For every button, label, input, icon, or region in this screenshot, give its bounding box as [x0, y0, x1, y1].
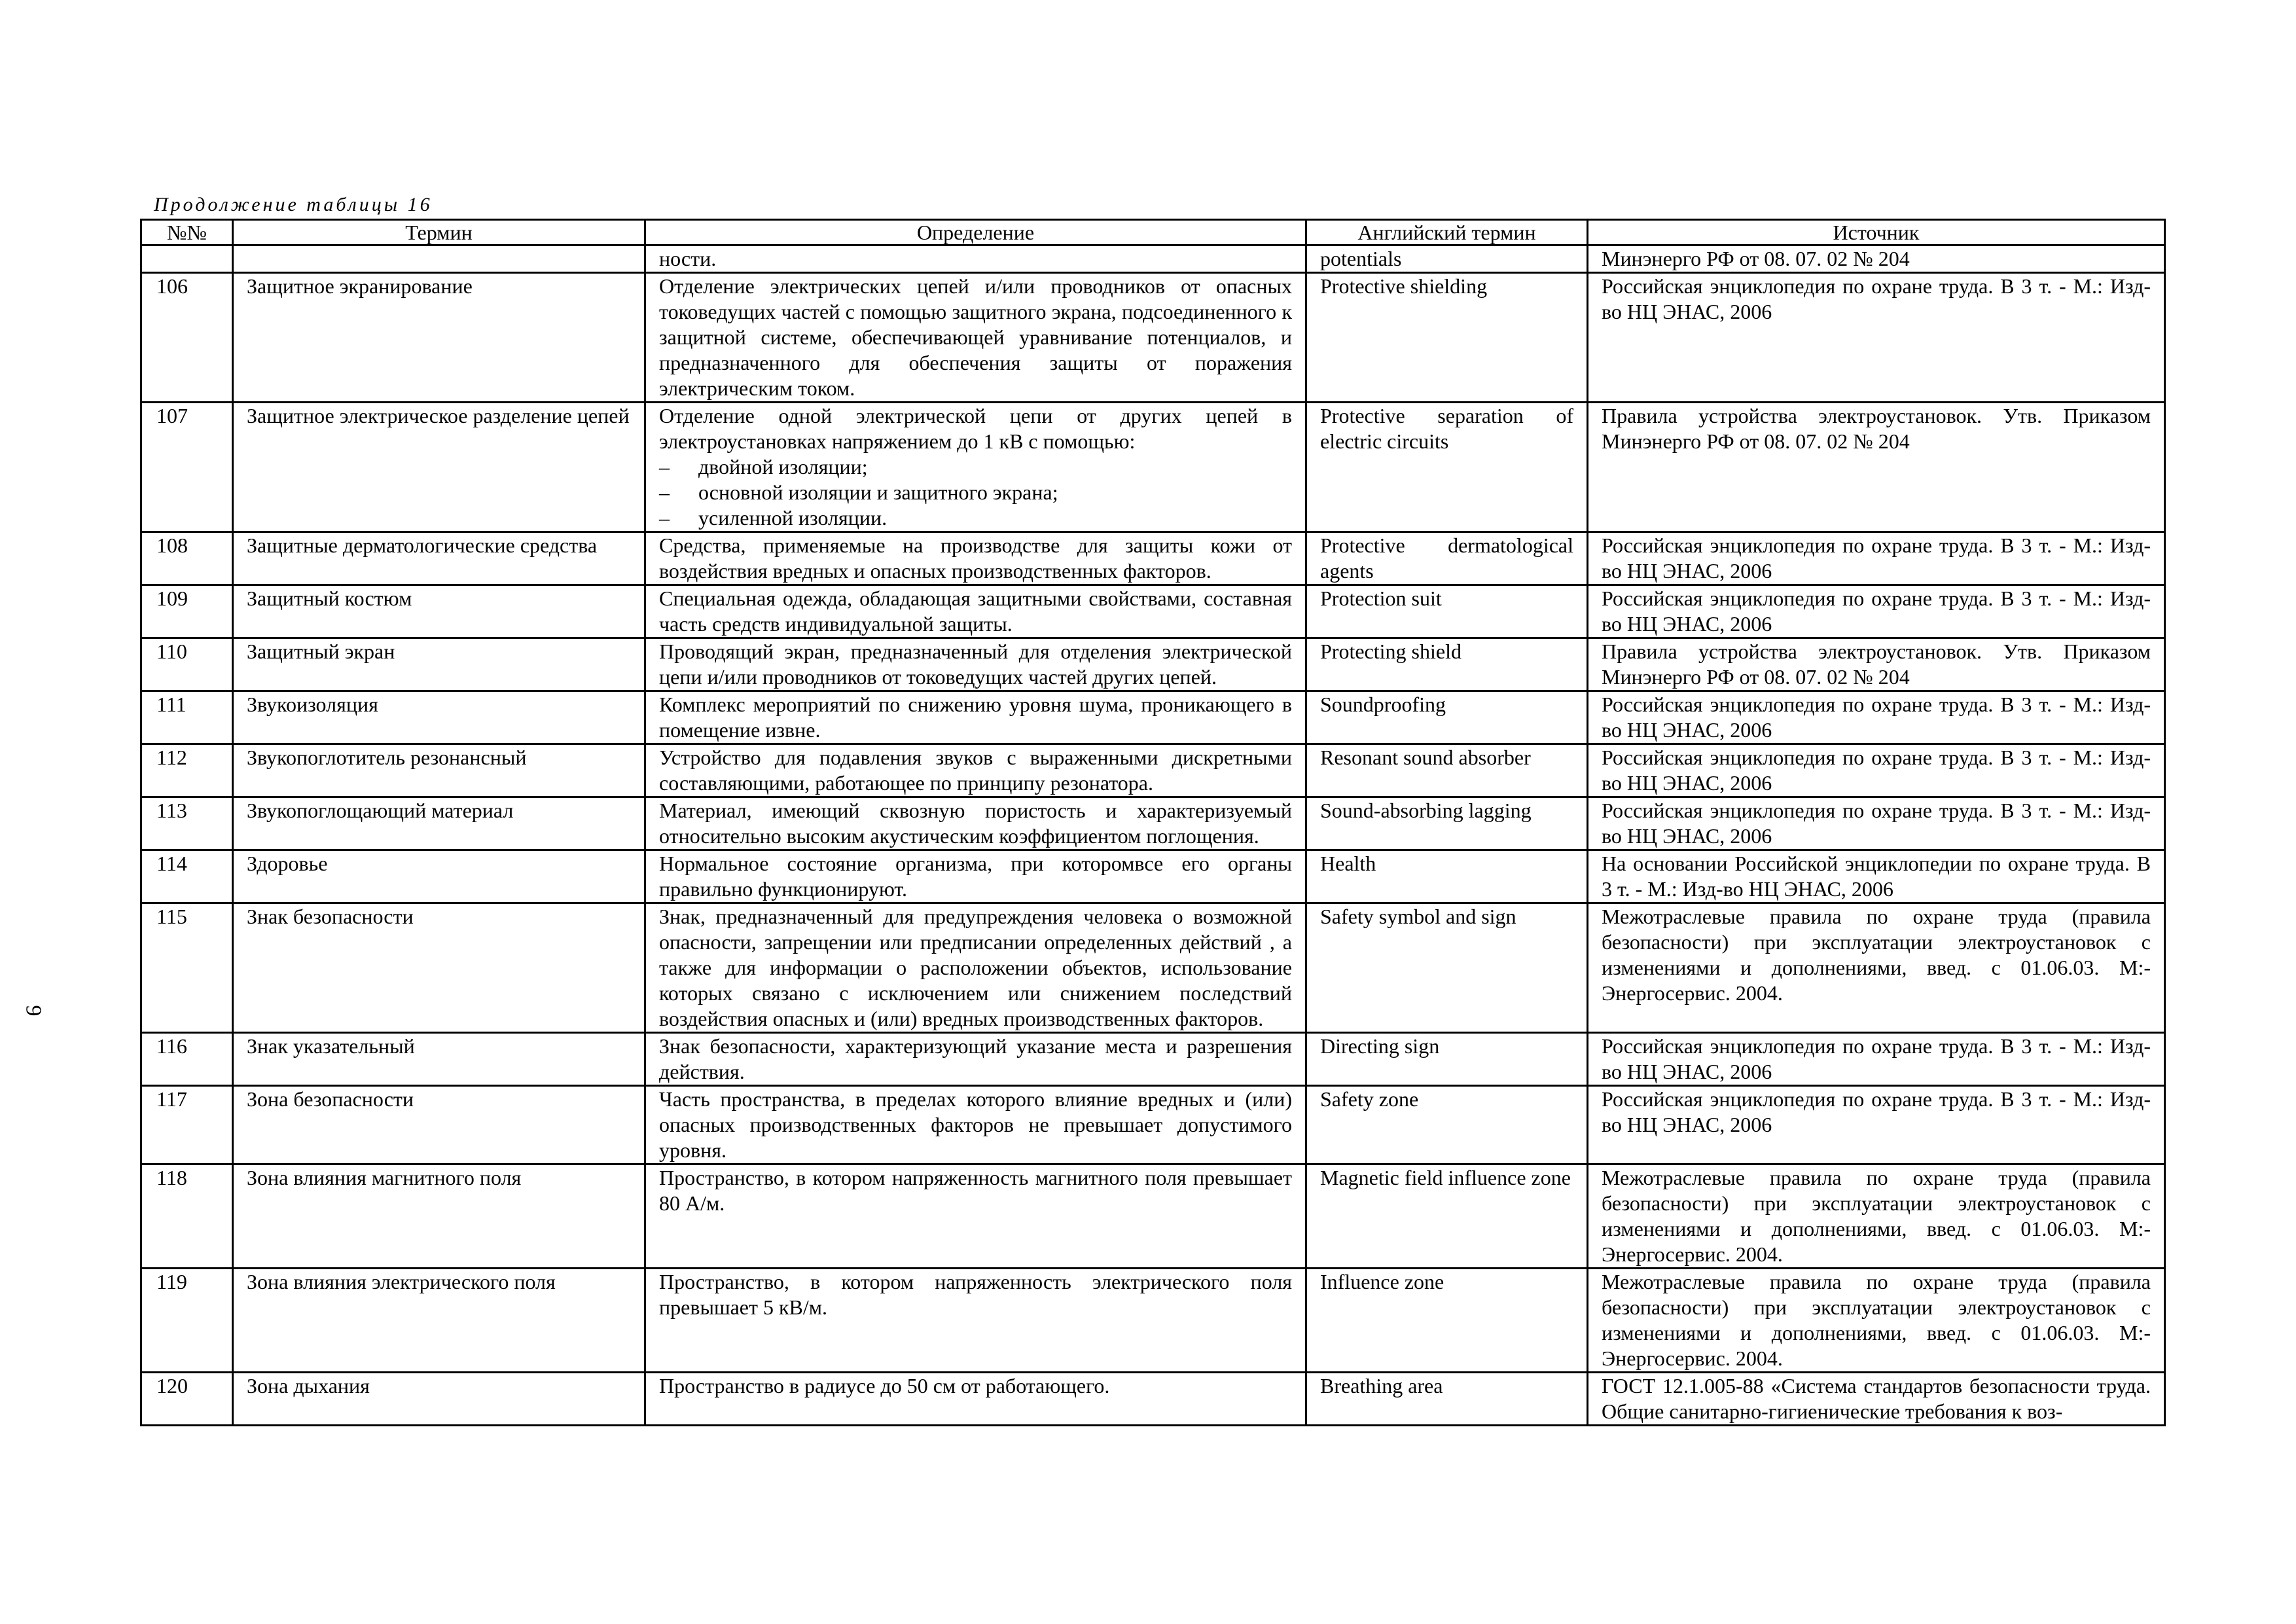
cell-source-text: Правила устройства электроустановок. Утв. Приказом Минэнерго РФ от 08. 07. 02 № 204	[1602, 404, 2151, 453]
cell-english-term	[1306, 585, 1588, 638]
cell-number-text: 107	[156, 404, 188, 427]
table-row	[141, 691, 2165, 744]
cell-number-text: 110	[156, 640, 187, 663]
cell-english-term-text: Protection suit	[1320, 586, 1442, 610]
cell-term-text: Звукоизоляция	[247, 693, 378, 716]
cell-term-text: Звукопоглощающий материал	[247, 799, 514, 822]
cell-number	[141, 1373, 233, 1426]
cell-number	[141, 585, 233, 638]
cell-number-text: 120	[156, 1374, 188, 1398]
header-number: №№	[141, 220, 233, 245]
cell-number-text: 119	[156, 1270, 187, 1293]
cell-english-term	[1306, 1033, 1588, 1086]
cell-term-text: Защитный экран	[247, 640, 395, 663]
cell-english-term-text: Safety symbol and sign	[1320, 905, 1516, 928]
cell-definition-text: Материал, имеющий сквозную пористость и характеризуемый относительно высоким акустическим коэффициентом поглощения.	[659, 799, 1292, 848]
cell-number-text: 115	[156, 905, 187, 928]
cell-number-text: 109	[156, 586, 188, 610]
page-number: 9	[21, 1005, 46, 1017]
cell-definition-text: Знак, предназначенный для предупреждения человека о возможной опасности, запрещении или предписании определенных действий , а также для информации о расположении объектов, использование которых связано с исключением или снижением последствий воздействия опасных и (или) вредных производственных факторов.	[659, 905, 1292, 1030]
table-caption: Продолжение таблицы 16	[154, 194, 433, 215]
cell-source-text: Российская энциклопедия по охране труда. В 3 т. - М.: Изд-во НЦ ЭНАС, 2006	[1602, 1087, 2151, 1136]
cell-english-term	[1306, 691, 1588, 744]
cell-term-text: Защитное электрическое разделение цепей	[247, 404, 630, 427]
cell-definition-text: Часть пространства, в пределах которого влияние вредных и (или) опасных производственных факторов не превышает допустимого уровня.	[659, 1087, 1292, 1162]
cell-source	[1588, 744, 2165, 797]
definition-list-item: – основной изоляции и защитного экрана;	[659, 480, 1292, 505]
table-body	[141, 245, 2165, 1426]
cell-term	[233, 585, 645, 638]
cell-definition	[645, 797, 1306, 850]
cell-term	[233, 638, 645, 691]
cell-source	[1588, 850, 2165, 903]
cell-definition	[645, 1269, 1306, 1373]
cell-english-term-text: Health	[1320, 852, 1376, 875]
cell-english-term	[1306, 797, 1588, 850]
cell-source	[1588, 1086, 2165, 1164]
cell-term-text: Зона влияния магнитного поля	[247, 1166, 522, 1189]
table-row	[141, 585, 2165, 638]
cell-english-term	[1306, 903, 1588, 1033]
cell-number-text: 108	[156, 533, 188, 557]
cell-definition-text: Устройство для подавления звуков с выраженными дискретными составляющими, работающее по принципу резонатора.	[659, 746, 1292, 795]
cell-source	[1588, 638, 2165, 691]
table-row	[141, 1033, 2165, 1086]
cell-number	[141, 903, 233, 1033]
cell-english-term-text: potentials	[1320, 247, 1402, 270]
cell-term	[233, 744, 645, 797]
cell-english-term-text: Directing sign	[1320, 1034, 1440, 1058]
cell-english-term-text: Protective dermatological agents	[1320, 533, 1573, 583]
table-header-row	[141, 220, 2165, 245]
cell-definition	[645, 1373, 1306, 1426]
definition-list-item: – усиленной изоляции.	[659, 505, 1292, 531]
cell-english-term-text: Protective shielding	[1320, 274, 1488, 298]
cell-source-text: Российская энциклопедия по охране труда. В 3 т. - М.: Изд-во НЦ ЭНАС, 2006	[1602, 693, 2151, 742]
table-row	[141, 1373, 2165, 1426]
cell-number	[141, 532, 233, 585]
table-row	[141, 532, 2165, 585]
cell-english-term-text: Safety zone	[1320, 1087, 1419, 1111]
cell-source-text: Российская энциклопедия по охране труда. В 3 т. - М.: Изд-во НЦ ЭНАС, 2006	[1602, 533, 2151, 583]
cell-english-term	[1306, 532, 1588, 585]
cell-english-term-text: Soundproofing	[1320, 693, 1446, 716]
cell-english-term-text: Protective separation of electric circuits	[1320, 404, 1573, 453]
cell-definition-text: Отделение электрических цепей и/или проводников от опасных токоведущих частей с помощью защитного экрана, подсоединенного к защитной системе, обеспечивающей уравнивание потенциалов, и предназначенного для обеспечения защиты от поражения электрическим током.	[659, 274, 1292, 400]
cell-term-text: Зона безопасности	[247, 1087, 414, 1111]
cell-term	[233, 903, 645, 1033]
cell-term	[233, 273, 645, 403]
cell-english-term	[1306, 638, 1588, 691]
cell-number	[141, 1033, 233, 1086]
header-term: Термин	[233, 220, 645, 245]
cell-source	[1588, 1033, 2165, 1086]
cell-definition	[645, 744, 1306, 797]
cell-term-text: Зона дыхания	[247, 1374, 370, 1398]
cell-definition	[645, 903, 1306, 1033]
cell-term	[233, 532, 645, 585]
cell-number	[141, 744, 233, 797]
header-source: Источник	[1588, 220, 2165, 245]
cell-term	[233, 797, 645, 850]
cell-definition-text: Комплекс мероприятий по снижению уровня шума, проникающего в помещение извне.	[659, 693, 1292, 742]
cell-term	[233, 1164, 645, 1269]
cell-source-text: Межотраслевые правила по охране труда (правила безопасности) при эксплуатации электроустановок с изменениями и дополнениями, введ. с 01.06.03. М:- Энергосервис. 2004.	[1602, 1270, 2151, 1370]
cell-number	[141, 797, 233, 850]
cell-number-text: 111	[156, 693, 187, 716]
cell-definition-text: ности.	[659, 247, 717, 270]
cell-source	[1588, 403, 2165, 532]
cell-number-text: 106	[156, 274, 188, 298]
cell-number-text: 112	[156, 746, 187, 769]
cell-english-term	[1306, 1164, 1588, 1269]
cell-definition	[645, 245, 1306, 273]
cell-english-term	[1306, 850, 1588, 903]
cell-number	[141, 403, 233, 532]
cell-english-term-text: Resonant sound absorber	[1320, 746, 1531, 769]
cell-english-term-text: Influence zone	[1320, 1270, 1444, 1293]
cell-number-text: 118	[156, 1166, 187, 1189]
cell-definition	[645, 1086, 1306, 1164]
cell-english-term-text: Magnetic field influence zone	[1320, 1166, 1571, 1189]
cell-source	[1588, 532, 2165, 585]
table-row	[141, 403, 2165, 532]
table-row	[141, 1086, 2165, 1164]
cell-definition	[645, 273, 1306, 403]
cell-term	[233, 403, 645, 532]
cell-source	[1588, 245, 2165, 273]
cell-source	[1588, 585, 2165, 638]
cell-english-term	[1306, 245, 1588, 273]
cell-term-text: Защитные дерматологические средства	[247, 533, 598, 557]
cell-source-text: Российская энциклопедия по охране труда. В 3 т. - М.: Изд-во НЦ ЭНАС, 2006	[1602, 1034, 2151, 1083]
cell-term	[233, 850, 645, 903]
cell-number-text: 113	[156, 799, 187, 822]
cell-definition	[645, 403, 1306, 532]
cell-number-text: 114	[156, 852, 187, 875]
cell-number	[141, 245, 233, 273]
cell-definition-text: Отделение одной электрической цепи от других цепей в электроустановках напряжением до 1 кВ с помощью:	[659, 404, 1292, 453]
cell-source	[1588, 273, 2165, 403]
table-row	[141, 638, 2165, 691]
cell-definition-text: Нормальное состояние организма, при которомвсе его органы правильно функционируют.	[659, 852, 1292, 901]
cell-definition-text: Специальная одежда, обладающая защитными свойствами, составная часть средств индивидуальной защиты.	[659, 586, 1292, 636]
cell-definition-text: Пространство в радиусе до 50 см от работающего.	[659, 1374, 1110, 1398]
cell-definition	[645, 1164, 1306, 1269]
definition-list-item: – двойной изоляции;	[659, 454, 1292, 480]
table-row	[141, 273, 2165, 403]
cell-number	[141, 273, 233, 403]
cell-english-term	[1306, 403, 1588, 532]
cell-term-text: Знак указательный	[247, 1034, 415, 1058]
cell-definition	[645, 585, 1306, 638]
cell-english-term	[1306, 1373, 1588, 1426]
cell-term	[233, 245, 645, 273]
cell-definition	[645, 532, 1306, 585]
cell-term-text: Знак безопасности	[247, 905, 414, 928]
cell-source-text: Российская энциклопедия по охране труда. В 3 т. - М.: Изд-во НЦ ЭНАС, 2006	[1602, 274, 2151, 323]
cell-source	[1588, 1373, 2165, 1426]
table-row	[141, 744, 2165, 797]
cell-term-text: Здоровье	[247, 852, 328, 875]
terms-table	[140, 219, 2166, 1426]
table-row	[141, 850, 2165, 903]
cell-english-term	[1306, 744, 1588, 797]
cell-definition	[645, 850, 1306, 903]
cell-term-text: Зона влияния электрического поля	[247, 1270, 556, 1293]
table-row	[141, 903, 2165, 1033]
cell-source-text: На основании Российской энциклопедии по охране труда. В 3 т. - М.: Изд-во НЦ ЭНАС, 2006	[1602, 852, 2151, 901]
cell-definition-text: Пространство, в котором напряженность магнитного поля превышает 80 А/м.	[659, 1166, 1292, 1215]
cell-number-text: 116	[156, 1034, 187, 1058]
cell-source	[1588, 1164, 2165, 1269]
table-row	[141, 245, 2165, 273]
cell-english-term-text: Breathing area	[1320, 1374, 1443, 1398]
cell-term	[233, 1086, 645, 1164]
cell-source-text: Минэнерго РФ от 08. 07. 02 № 204	[1602, 247, 1910, 270]
cell-number	[141, 691, 233, 744]
cell-term	[233, 1269, 645, 1373]
cell-definition	[645, 691, 1306, 744]
header-definition: Определение	[645, 220, 1306, 245]
cell-source-text: Межотраслевые правила по охране труда (правила безопасности) при эксплуатации электроустановок с изменениями и дополнениями, введ. с 01.06.03. М:- Энергосервис. 2004.	[1602, 1166, 2151, 1266]
cell-source	[1588, 691, 2165, 744]
cell-source	[1588, 797, 2165, 850]
cell-source-text: Российская энциклопедия по охране труда. В 3 т. - М.: Изд-во НЦ ЭНАС, 2006	[1602, 799, 2151, 848]
cell-english-term	[1306, 1086, 1588, 1164]
cell-english-term	[1306, 1269, 1588, 1373]
cell-definition-text: Средства, применяемые на производстве для защиты кожи от воздействия вредных и опасных производственных факторов.	[659, 533, 1292, 583]
table-row	[141, 1164, 2165, 1269]
cell-term	[233, 1373, 645, 1426]
cell-number	[141, 1164, 233, 1269]
cell-term-text: Защитный костюм	[247, 586, 412, 610]
cell-source-text: Правила устройства электроустановок. Утв. Приказом Минэнерго РФ от 08. 07. 02 № 204	[1602, 640, 2151, 689]
cell-english-term-text: Protecting shield	[1320, 640, 1462, 663]
cell-source-text: Российская энциклопедия по охране труда. В 3 т. - М.: Изд-во НЦ ЭНАС, 2006	[1602, 746, 2151, 795]
cell-term-text: Защитное экранирование	[247, 274, 473, 298]
cell-number-text: 117	[156, 1087, 187, 1111]
cell-source-text: Российская энциклопедия по охране труда. В 3 т. - М.: Изд-во НЦ ЭНАС, 2006	[1602, 586, 2151, 636]
cell-term	[233, 1033, 645, 1086]
table-row	[141, 797, 2165, 850]
cell-english-term-text: Sound-absorbing lagging	[1320, 799, 1532, 822]
cell-definition-text: Пространство, в котором напряженность электрического поля превышает 5 кВ/м.	[659, 1270, 1292, 1319]
cell-number	[141, 1269, 233, 1373]
cell-definition-text: Знак безопасности, характеризующий указание места и разрешения действия.	[659, 1034, 1292, 1083]
cell-english-term	[1306, 273, 1588, 403]
table-row	[141, 1269, 2165, 1373]
cell-definition-text: Проводящий экран, предназначенный для отделения электрической цепи и/или проводников от токоведущих частей других цепей.	[659, 640, 1292, 689]
cell-definition	[645, 638, 1306, 691]
cell-number	[141, 638, 233, 691]
cell-number	[141, 1086, 233, 1164]
cell-source	[1588, 1269, 2165, 1373]
cell-source	[1588, 903, 2165, 1033]
cell-source-text: ГОСТ 12.1.005-88 «Система стандартов безопасности труда. Общие санитарно-гигиенические требования к воз-	[1602, 1374, 2151, 1423]
header-english-term: Английский термин	[1306, 220, 1588, 245]
cell-term-text: Звукопоглотитель резонансный	[247, 746, 527, 769]
cell-source-text: Межотраслевые правила по охране труда (правила безопасности) при эксплуатации электроустановок с изменениями и дополнениями, введ. с 01.06.03. М:- Энергосервис. 2004.	[1602, 905, 2151, 1005]
cell-term	[233, 691, 645, 744]
cell-number	[141, 850, 233, 903]
cell-definition	[645, 1033, 1306, 1086]
